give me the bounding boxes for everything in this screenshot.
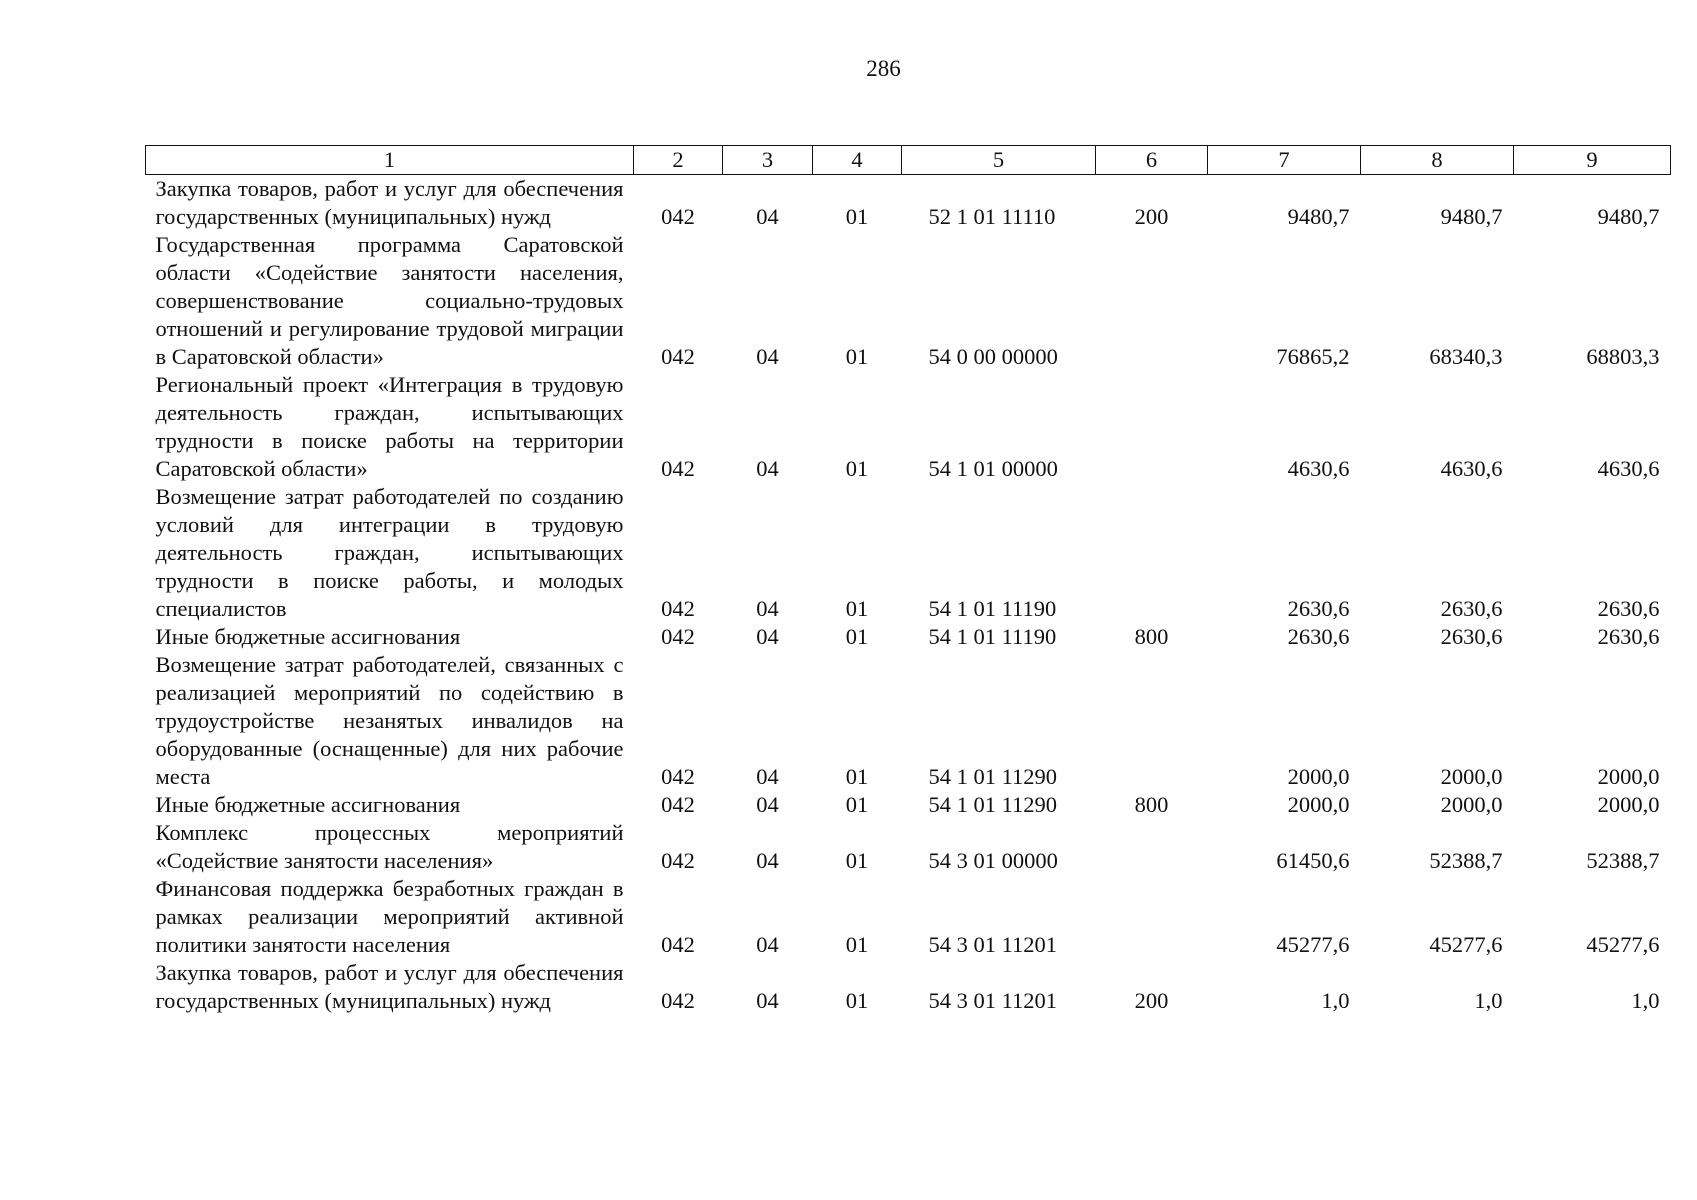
row-description: Возмещение затрат работодателей, связанных с реализацией мероприятий по содействию в трудоустройстве незанятых инвалидов на оборудованные (оснащенные) для них рабочие места [155, 652, 624, 789]
cell-col6: 800 [1134, 792, 1169, 817]
cell-col9: 68803,3 [1586, 344, 1660, 369]
table-row [146, 819, 1671, 875]
cell-col7: 9480,7 [1287, 204, 1350, 229]
cell-col4: 01 [845, 988, 869, 1013]
table-row [146, 483, 1671, 623]
cell-col3: 04 [756, 988, 779, 1013]
cell-col2: 042 [661, 988, 695, 1013]
table-row [146, 875, 1671, 959]
cell-col4: 01 [845, 204, 869, 229]
column-header-4: 4 [813, 146, 902, 175]
cell-col3: 04 [756, 456, 779, 481]
cell-col6 [1096, 371, 1208, 483]
cell-col7: 76865,2 [1276, 344, 1350, 369]
page-number: 286 [866, 56, 901, 81]
cell-col7: 2000,0 [1287, 764, 1350, 789]
cell-col6: 200 [1134, 988, 1169, 1013]
cell-col4: 01 [845, 764, 869, 789]
column-header-2: 2 [634, 146, 723, 175]
cell-col4: 01 [845, 932, 869, 957]
cell-col2: 042 [661, 848, 695, 873]
column-header-9: 9 [1514, 146, 1671, 175]
cell-col7: 4630,6 [1287, 456, 1350, 481]
cell-col9: 45277,6 [1586, 932, 1660, 957]
cell-col2: 042 [661, 792, 695, 817]
row-description: Комплекс процессных мероприятий «Содействие занятости населения» [155, 820, 624, 873]
cell-col4: 01 [845, 792, 869, 817]
cell-col8: 1,0 [1474, 988, 1503, 1013]
table-row [146, 651, 1671, 791]
cell-col2: 042 [661, 932, 695, 957]
cell-col8: 9480,7 [1440, 204, 1503, 229]
cell-col7: 61450,6 [1276, 848, 1350, 873]
cell-col8: 68340,3 [1429, 344, 1503, 369]
table-row [146, 623, 1671, 651]
cell-col4: 01 [845, 596, 869, 621]
cell-col5: 54 1 01 11190 [928, 624, 1057, 649]
cell-col9: 2000,0 [1597, 792, 1660, 817]
cell-col6: 800 [1134, 624, 1169, 649]
cell-col3: 04 [756, 624, 779, 649]
cell-col7: 1,0 [1321, 988, 1350, 1013]
cell-col5: 54 1 01 11290 [928, 764, 1058, 789]
cell-col4: 01 [845, 344, 869, 369]
cell-col8: 2630,6 [1440, 596, 1503, 621]
cell-col6 [1096, 819, 1208, 875]
cell-col2: 042 [661, 624, 695, 649]
row-description: Иные бюджетные ассигнования [155, 792, 461, 817]
row-description: Закупка товаров, работ и услуг для обеспечения государственных (муниципальных) нужд [155, 960, 624, 1013]
header-row [146, 146, 1671, 175]
cell-col5: 54 3 01 11201 [928, 932, 1058, 957]
table-row [146, 959, 1671, 1015]
cell-col6 [1096, 231, 1208, 371]
cell-col9: 2630,6 [1597, 624, 1660, 649]
cell-col4: 01 [845, 456, 869, 481]
cell-col7: 2630,6 [1287, 624, 1350, 649]
cell-col3: 04 [756, 932, 779, 957]
column-header-7: 7 [1208, 146, 1361, 175]
cell-col5: 52 1 01 11110 [928, 204, 1056, 229]
budget-table [145, 145, 1671, 1015]
cell-col5: 54 3 01 00000 [928, 848, 1058, 873]
cell-col3: 04 [756, 792, 779, 817]
cell-col8: 52388,7 [1429, 848, 1503, 873]
cell-col2: 042 [661, 764, 695, 789]
cell-col8: 45277,6 [1429, 932, 1503, 957]
cell-col3: 04 [756, 848, 779, 873]
cell-col9: 2000,0 [1597, 764, 1660, 789]
cell-col5: 54 1 01 11290 [928, 792, 1058, 817]
table-body [146, 175, 1671, 1016]
row-description: Финансовая поддержка безработных граждан в рамках реализации мероприятий активной политики занятости населения [155, 876, 624, 957]
cell-col5: 54 1 01 11190 [928, 596, 1057, 621]
cell-col4: 01 [845, 624, 869, 649]
row-description: Государственная программа Саратовской области «Содействие занятости населения, совершенствование социально-трудовых отношений и регулирование трудовой миграции в Саратовской области» [155, 232, 624, 369]
table-row [146, 791, 1671, 819]
cell-col6 [1096, 483, 1208, 623]
cell-col8: 2000,0 [1440, 764, 1503, 789]
cell-col3: 04 [756, 596, 779, 621]
cell-col2: 042 [661, 344, 695, 369]
cell-col7: 2630,6 [1287, 596, 1350, 621]
cell-col7: 2000,0 [1287, 792, 1350, 817]
column-header-5: 5 [902, 146, 1096, 175]
table-row [146, 371, 1671, 483]
column-header-1: 1 [146, 146, 634, 175]
cell-col8: 2000,0 [1440, 792, 1503, 817]
table-header [146, 146, 1671, 175]
cell-col3: 04 [756, 204, 779, 229]
row-description: Возмещение затрат работодателей по созданию условий для интеграции в трудовую деятельность граждан, испытывающих трудности в поиске работы, и молодых специалистов [155, 484, 624, 621]
cell-col3: 04 [756, 344, 779, 369]
cell-col9: 9480,7 [1597, 204, 1660, 229]
cell-col9: 1,0 [1631, 988, 1660, 1013]
cell-col3: 04 [756, 764, 779, 789]
cell-col9: 2630,6 [1597, 596, 1660, 621]
table-row [146, 231, 1671, 371]
cell-col6 [1096, 651, 1208, 791]
cell-col2: 042 [661, 204, 695, 229]
row-description: Иные бюджетные ассигнования [155, 624, 461, 649]
cell-col2: 042 [661, 596, 695, 621]
column-header-8: 8 [1361, 146, 1514, 175]
cell-col9: 52388,7 [1586, 848, 1660, 873]
cell-col5: 54 3 01 11201 [928, 988, 1058, 1013]
table-row [146, 175, 1671, 232]
row-description: Региональный проект «Интеграция в трудовую деятельность граждан, испытывающих трудности в поиске работы на территории Саратовской области» [155, 372, 624, 481]
cell-col8: 4630,6 [1440, 456, 1503, 481]
column-header-6: 6 [1096, 146, 1208, 175]
column-header-3: 3 [723, 146, 813, 175]
cell-col6: 200 [1134, 204, 1169, 229]
cell-col8: 2630,6 [1440, 624, 1503, 649]
cell-col5: 54 1 01 00000 [928, 456, 1058, 481]
cell-col2: 042 [661, 456, 695, 481]
cell-col9: 4630,6 [1597, 456, 1660, 481]
cell-col5: 54 0 00 00000 [928, 344, 1058, 369]
cell-col6 [1096, 875, 1208, 959]
cell-col4: 01 [845, 848, 869, 873]
row-description: Закупка товаров, работ и услуг для обеспечения государственных (муниципальных) нужд [155, 176, 624, 229]
cell-col7: 45277,6 [1276, 932, 1350, 957]
